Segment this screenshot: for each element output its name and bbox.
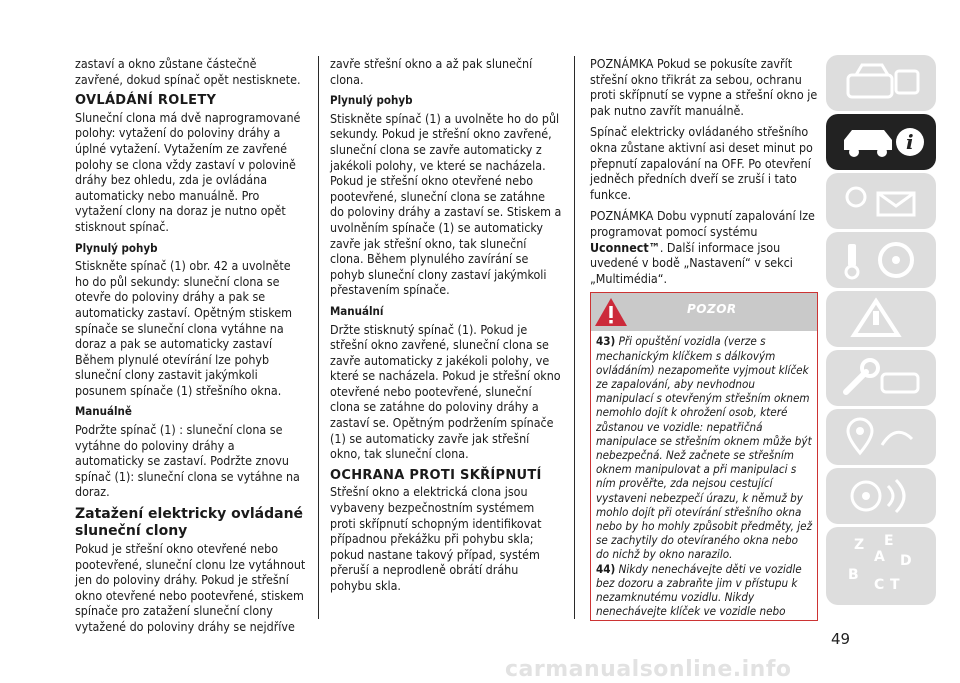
warning-number: 44) (596, 561, 616, 576)
text-column-1 (75, 56, 307, 641)
subheading: Plynulý pohyb (330, 93, 413, 108)
warning-number: 43) (596, 334, 616, 349)
subheading: Manuální (330, 303, 384, 318)
car-dashboard-icon (826, 55, 936, 111)
brand-name: Uconnect™ (590, 239, 660, 255)
text-column-2 (330, 56, 562, 600)
note-paragraph: POZNÁMKA Dobu vypnutí zapalování lze programovat pomocí systému Uconnect™. Další informace jsou uvedené v bodě „Nastavení“ v sekci „Multimédia“. (590, 208, 815, 286)
paragraph: Pokud je střešní okno otevřené nebo pootevřené, sluneční clonu lze vytáhnout jen do poloviny dráhy. Pokud je střešní okno otevřené nebo pootevřené, stiskem spínače pro zatažení sluneční clony vytažené do poloviny dráhy se nejdříve (75, 541, 306, 634)
text-column-3 (590, 56, 818, 621)
warning-header (591, 293, 817, 331)
svg-text:E: E (884, 533, 894, 549)
svg-text:i: i (906, 130, 914, 154)
paragraph: Stiskněte spínač (1) obr. 42 a uvolněte ho do půl sekundy: sluneční clona se otevře do poloviny dráhy a pak se automaticky zastaví. Opětným stiskem spínače se sluneční clona vytáhne na doraz a pak se automaticky zastaví Během plynulé otevírání lze pohyb sluneční clony zastavit jakýmkoli posunem spínače (1) střešního okna. (75, 258, 292, 398)
section-heading: OVLÁDÁNÍ ROLETY (75, 93, 217, 109)
paragraph: Střešní okno a elektrická clona jsou vybaveny bezpečnostním systémem proti skřípnutí schopným identifikovat případnou překážku při pohybu skla; pokud nastane takový případ, systém přeruší a neprodleně obrátí dráhu pohybu skla. (330, 484, 542, 593)
svg-text:A: A (874, 549, 885, 565)
svg-text:Z: Z (854, 537, 865, 553)
alphabet-index-icon (826, 527, 936, 605)
svg-text:B: B (848, 567, 859, 583)
svg-text:D: D (900, 553, 912, 569)
chapter-tab-multimedia[interactable] (826, 468, 936, 524)
chapter-tab-vehicle-info[interactable] (826, 114, 936, 170)
svg-text:T: T (890, 577, 900, 593)
subheading: Plynulý pohyb (75, 240, 158, 255)
warning-car-icon (826, 291, 936, 347)
service-location-icon (826, 409, 936, 465)
column-divider (318, 56, 319, 619)
paragraph: Podržte spínač (1) : sluneční clona se vytáhne do poloviny dráhy a automaticky se zastaví. Podržte znovu spínač (1): sluneční clona se vytáhne na doraz. (75, 422, 300, 500)
chapter-tab-index[interactable] (826, 527, 936, 605)
multimedia-icon (826, 468, 936, 524)
paragraph: zavře střešní okno a až pak sluneční clona. (330, 56, 533, 87)
paragraph: Stiskněte spínač (1) a uvolněte ho do půl sekundy. Pokud je střešní okno zavřené, sluneční clona se zavře automaticky z jakékoli polohy, ve které se nacházela. Pokud je střešní okno otevřené nebo pootevřené, sluneční clona se zatáhne do poloviny dráhy a zastaví se. Stiskem a uvolněním spínače (1) se automaticky zavře jak střešní okno, tak sluneční clona. Během plynulého zavírání se pohyb sluneční clony zastaví jakýmkoli přestavením spínače. (330, 110, 562, 298)
warning-item: 44) Nikdy nenechávejte děti ve vozidle bez dozoru a zabraňte jim v přístupu k nezamknutému vozidlu. Nikdy nenechávejte klíček ve vozidle nebo (596, 561, 802, 619)
paragraph: zastaví a okno zůstane částečně zavřené, dokud spínač opět nestisknete. (75, 56, 301, 87)
sun-mail-icon (826, 173, 936, 229)
warning-box (590, 292, 818, 621)
paragraph: Držte stisknutý spínač (1). Pokud je střešní okno zavřené, sluneční clona se zavře automaticky z jakékoli polohy, ve které se nacházela. Pokud je střešní okno otevřené nebo pootevřené, sluneční clona se zatáhne do poloviny dráhy a zastaví se. Opětným podržením spínače (1) se automaticky zavře jak střešní okno, tak sluneční clona. (330, 321, 561, 462)
key-steering-icon (826, 232, 936, 288)
chapter-tab-emergency[interactable] (826, 291, 936, 347)
paragraph: Sluneční clona má dvě naprogramované polohy: vytažení do poloviny dráhy a úplné vytažení. Vytažením ze zavřené polohy se clona vždy zastaví v polovině dráhy bez ohledu, zda je ovládána automaticky nebo manuálně. Pro vytažení clony na doraz je nutno opět stisknout spínač. (75, 109, 301, 234)
warning-body (591, 331, 817, 620)
svg-text:C: C (874, 577, 885, 593)
watermark: carmanualsonline.info (505, 657, 792, 682)
chapter-tab-lights[interactable] (826, 173, 936, 229)
chapter-tab-specs[interactable] (826, 409, 936, 465)
warning-title: POZOR (687, 302, 737, 317)
warning-triangle-icon (591, 293, 631, 331)
chapter-tab-dashboard[interactable] (826, 55, 936, 111)
wrench-car-icon (826, 350, 936, 406)
subheading: Manuálně (75, 404, 132, 419)
chapter-tab-safety[interactable] (826, 232, 936, 288)
car-info-icon (826, 114, 936, 170)
page-number: 49 (831, 630, 851, 648)
chapter-tab-maintenance[interactable] (826, 350, 936, 406)
section-heading: Zatažení elektricky ovládané sluneční clony (75, 506, 304, 540)
note-paragraph: POZNÁMKA Pokud se pokusíte zavřít střešní okno třikrát za sebou, ochranu proti skřípnutí se vypne a střešní okno je pak nutno zavřít manuálně. (590, 56, 818, 118)
section-heading: OCHRANA PROTI SKŘÍPNUTÍ (330, 467, 542, 483)
column-divider (574, 56, 575, 619)
warning-item: 43) Při opuštění vozidla (verze s mechanickým klíčkem s dálkovým ovládáním) nezapomeňte vyjmout klíček ze zapalování, aby nevhodnou manipulací s otevřeným střešním oknem nemohlo dojít k ohrožení osob, které zůstanou ve vozidle: nepatřičná manipulace se střešním oknem může být nebezpečná. Než začnete se střešním oknem manipulovat a při manipulaci s ním prověřte, zda nejsou cestující vystaveni nebezpečí úrazu, k němuž by mohlo dojít při otevírání střešního okna nebo by ho mohly způsobit předměty, jež se zachytily do otevíraného okna nebo do nichž by okno narazilo. (596, 334, 813, 562)
paragraph: Spínač elektricky ovládaného střešního okna zůstane aktivní asi deset minut po přepnutí zapalování na OFF. Po otevření jedněch předních dveří se zruší i tato funkce. (590, 124, 813, 202)
